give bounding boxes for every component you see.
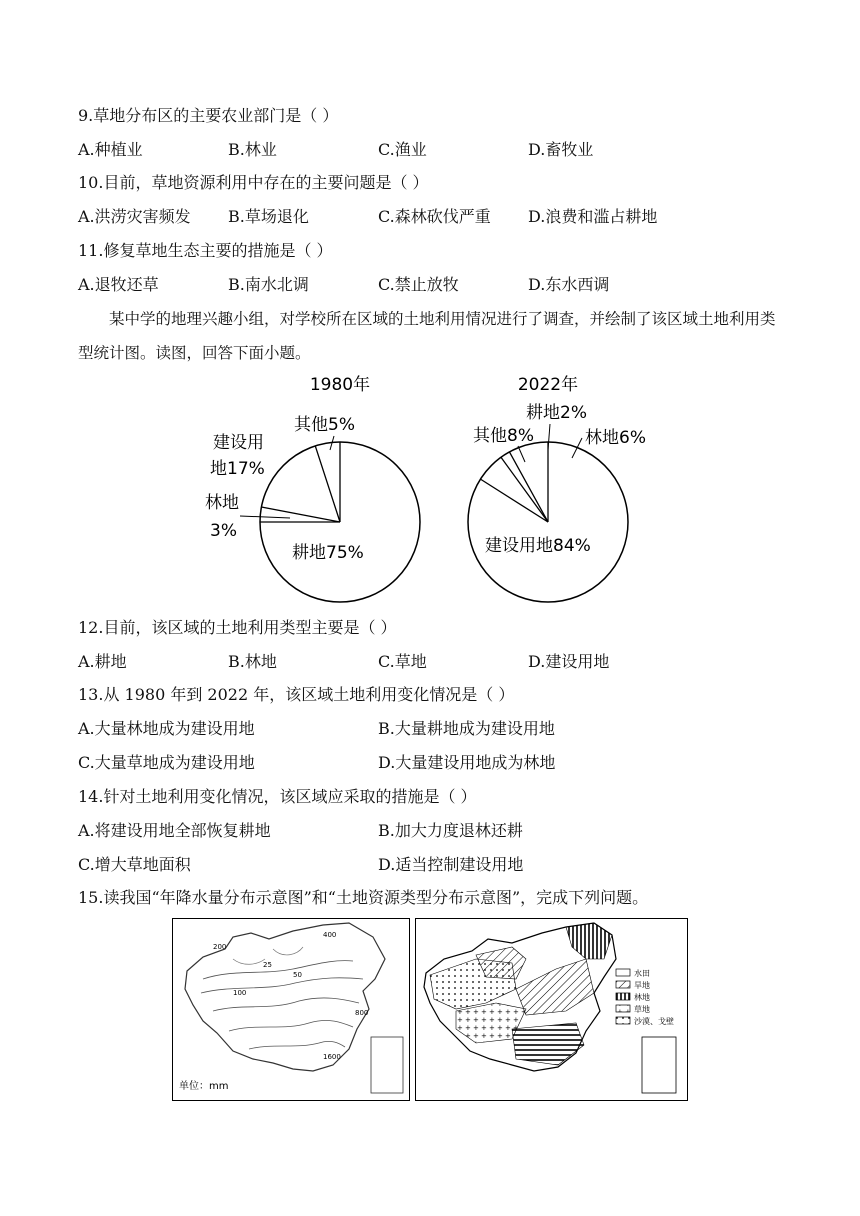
legend-swatch-desert bbox=[616, 1017, 630, 1024]
pie-2022 bbox=[468, 374, 646, 602]
land-resource-map-drawing bbox=[416, 919, 687, 1100]
pie-1980-label-other: 其他5% bbox=[294, 415, 355, 435]
q12-option-c: C.草地 bbox=[378, 652, 427, 671]
isoline-label-3: 800 bbox=[355, 1009, 369, 1017]
q9-option-c: C.渔业 bbox=[378, 140, 427, 159]
legend-desert: 沙漠、戈壁 bbox=[634, 1017, 674, 1026]
isoline-label-2: 400 bbox=[323, 931, 337, 939]
land-use-pie-charts bbox=[180, 366, 660, 616]
pie-1980-label-construction: 建设用 bbox=[213, 433, 264, 453]
pie-1980 bbox=[205, 374, 420, 602]
q10-option-d: D.浪费和滥占耕地 bbox=[528, 207, 658, 226]
q14-option-c: C.增大草地面积 bbox=[78, 855, 191, 874]
pie-2022-label-other: 其他8% bbox=[473, 426, 534, 446]
isoline-label-5: 50 bbox=[293, 971, 302, 979]
q11-stem: 11.修复草地生态主要的措施是（ ） bbox=[78, 241, 333, 260]
q11-option-c: C.禁止放牧 bbox=[378, 275, 459, 294]
q13-option-c: C.大量草地成为建设用地 bbox=[78, 753, 255, 772]
land-resource-map bbox=[415, 918, 688, 1101]
q13-option-b: B.大量耕地成为建设用地 bbox=[378, 719, 555, 738]
q13-option-d: D.大量建设用地成为林地 bbox=[378, 753, 556, 772]
pie-2022-label-cultivated: 耕地2% bbox=[526, 403, 587, 423]
legend-grassland: 草地 bbox=[634, 1005, 650, 1014]
q13-option-a: A.大量林地成为建设用地 bbox=[78, 719, 255, 738]
q10-option-a: A.洪涝灾害频发 bbox=[78, 207, 191, 226]
q11-option-a: A.退牧还草 bbox=[78, 275, 159, 294]
q10-option-b: B.草场退化 bbox=[228, 207, 309, 226]
legend-swatch-grassland bbox=[616, 1005, 630, 1012]
legend-paddy: 水田 bbox=[634, 969, 650, 978]
q10-option-c: C.森林砍伐严重 bbox=[378, 207, 491, 226]
pie-1980-label-construction-value: 地17% bbox=[210, 459, 265, 479]
pie-1980-label-forest-value: 3% bbox=[210, 521, 237, 541]
legend-swatch-paddy bbox=[616, 969, 630, 976]
isoline-label-7: 25 bbox=[263, 961, 272, 969]
q14-option-d: D.适当控制建设用地 bbox=[378, 855, 524, 874]
pie-2022-title: 2022年 bbox=[517, 375, 579, 395]
legend-swatch-dryland bbox=[616, 981, 630, 988]
q12-stem: 12.目前，该区域的土地利用类型主要是（ ） bbox=[78, 618, 397, 637]
q11-option-b: B.南水北调 bbox=[228, 275, 309, 294]
precipitation-unit: 单位：mm bbox=[179, 1081, 229, 1092]
precipitation-map-drawing bbox=[173, 919, 409, 1100]
q12-option-a: A.耕地 bbox=[78, 652, 127, 671]
pie-1980-label-cultivated: 耕地75% bbox=[292, 543, 364, 563]
q11-option-d: D.东水西调 bbox=[528, 275, 610, 294]
pie-1980-title: 1980年 bbox=[309, 375, 371, 395]
south-china-sea-inset bbox=[642, 1037, 676, 1093]
legend-swatch-forest bbox=[616, 993, 630, 1000]
isoline-label-4: 1600 bbox=[323, 1053, 341, 1061]
isoline-label-6: 100 bbox=[233, 989, 247, 997]
precipitation-map bbox=[172, 918, 410, 1101]
q9-option-b: B.林业 bbox=[228, 140, 277, 159]
q15-stem: 15.读我国“年降水量分布示意图”和“土地资源类型分布示意图”，完成下列问题。 bbox=[78, 888, 649, 907]
q14-option-b: B.加大力度退林还耕 bbox=[378, 821, 523, 840]
south-china-sea-inset bbox=[371, 1037, 403, 1093]
q10-stem: 10.目前，草地资源利用中存在的主要问题是（ ） bbox=[78, 173, 429, 192]
q14-stem: 14.针对土地利用变化情况，该区域应采取的措施是（ ） bbox=[78, 787, 477, 806]
q9-option-a: A.种植业 bbox=[78, 140, 143, 159]
legend-forest: 林地 bbox=[634, 993, 650, 1002]
legend-dryland: 旱地 bbox=[634, 981, 650, 990]
q9-option-d: D.畜牧业 bbox=[528, 140, 594, 159]
intro-paragraph: 某中学的地理兴趣小组，对学校所在区域的土地利用情况进行了调查，并绘制了该区域土地利用类型统计图。读图，回答下面小题。 bbox=[78, 310, 776, 362]
isoline-label-1: 200 bbox=[213, 943, 227, 951]
q12-option-d: D.建设用地 bbox=[528, 652, 610, 671]
q13-stem: 13.从 1980 年到 2022 年，该区域土地利用变化情况是（ ） bbox=[78, 685, 515, 704]
pie-2022-label-construction: 建设用地84% bbox=[485, 536, 591, 556]
q9-stem: 9.草地分布区的主要农业部门是（ ） bbox=[78, 106, 339, 125]
q12-option-b: B.林地 bbox=[228, 652, 277, 671]
pie-1980-label-forest: 林地 bbox=[205, 493, 239, 513]
pie-2022-label-forest: 林地6% bbox=[585, 428, 646, 448]
q14-option-a: A.将建设用地全部恢复耕地 bbox=[78, 821, 271, 840]
